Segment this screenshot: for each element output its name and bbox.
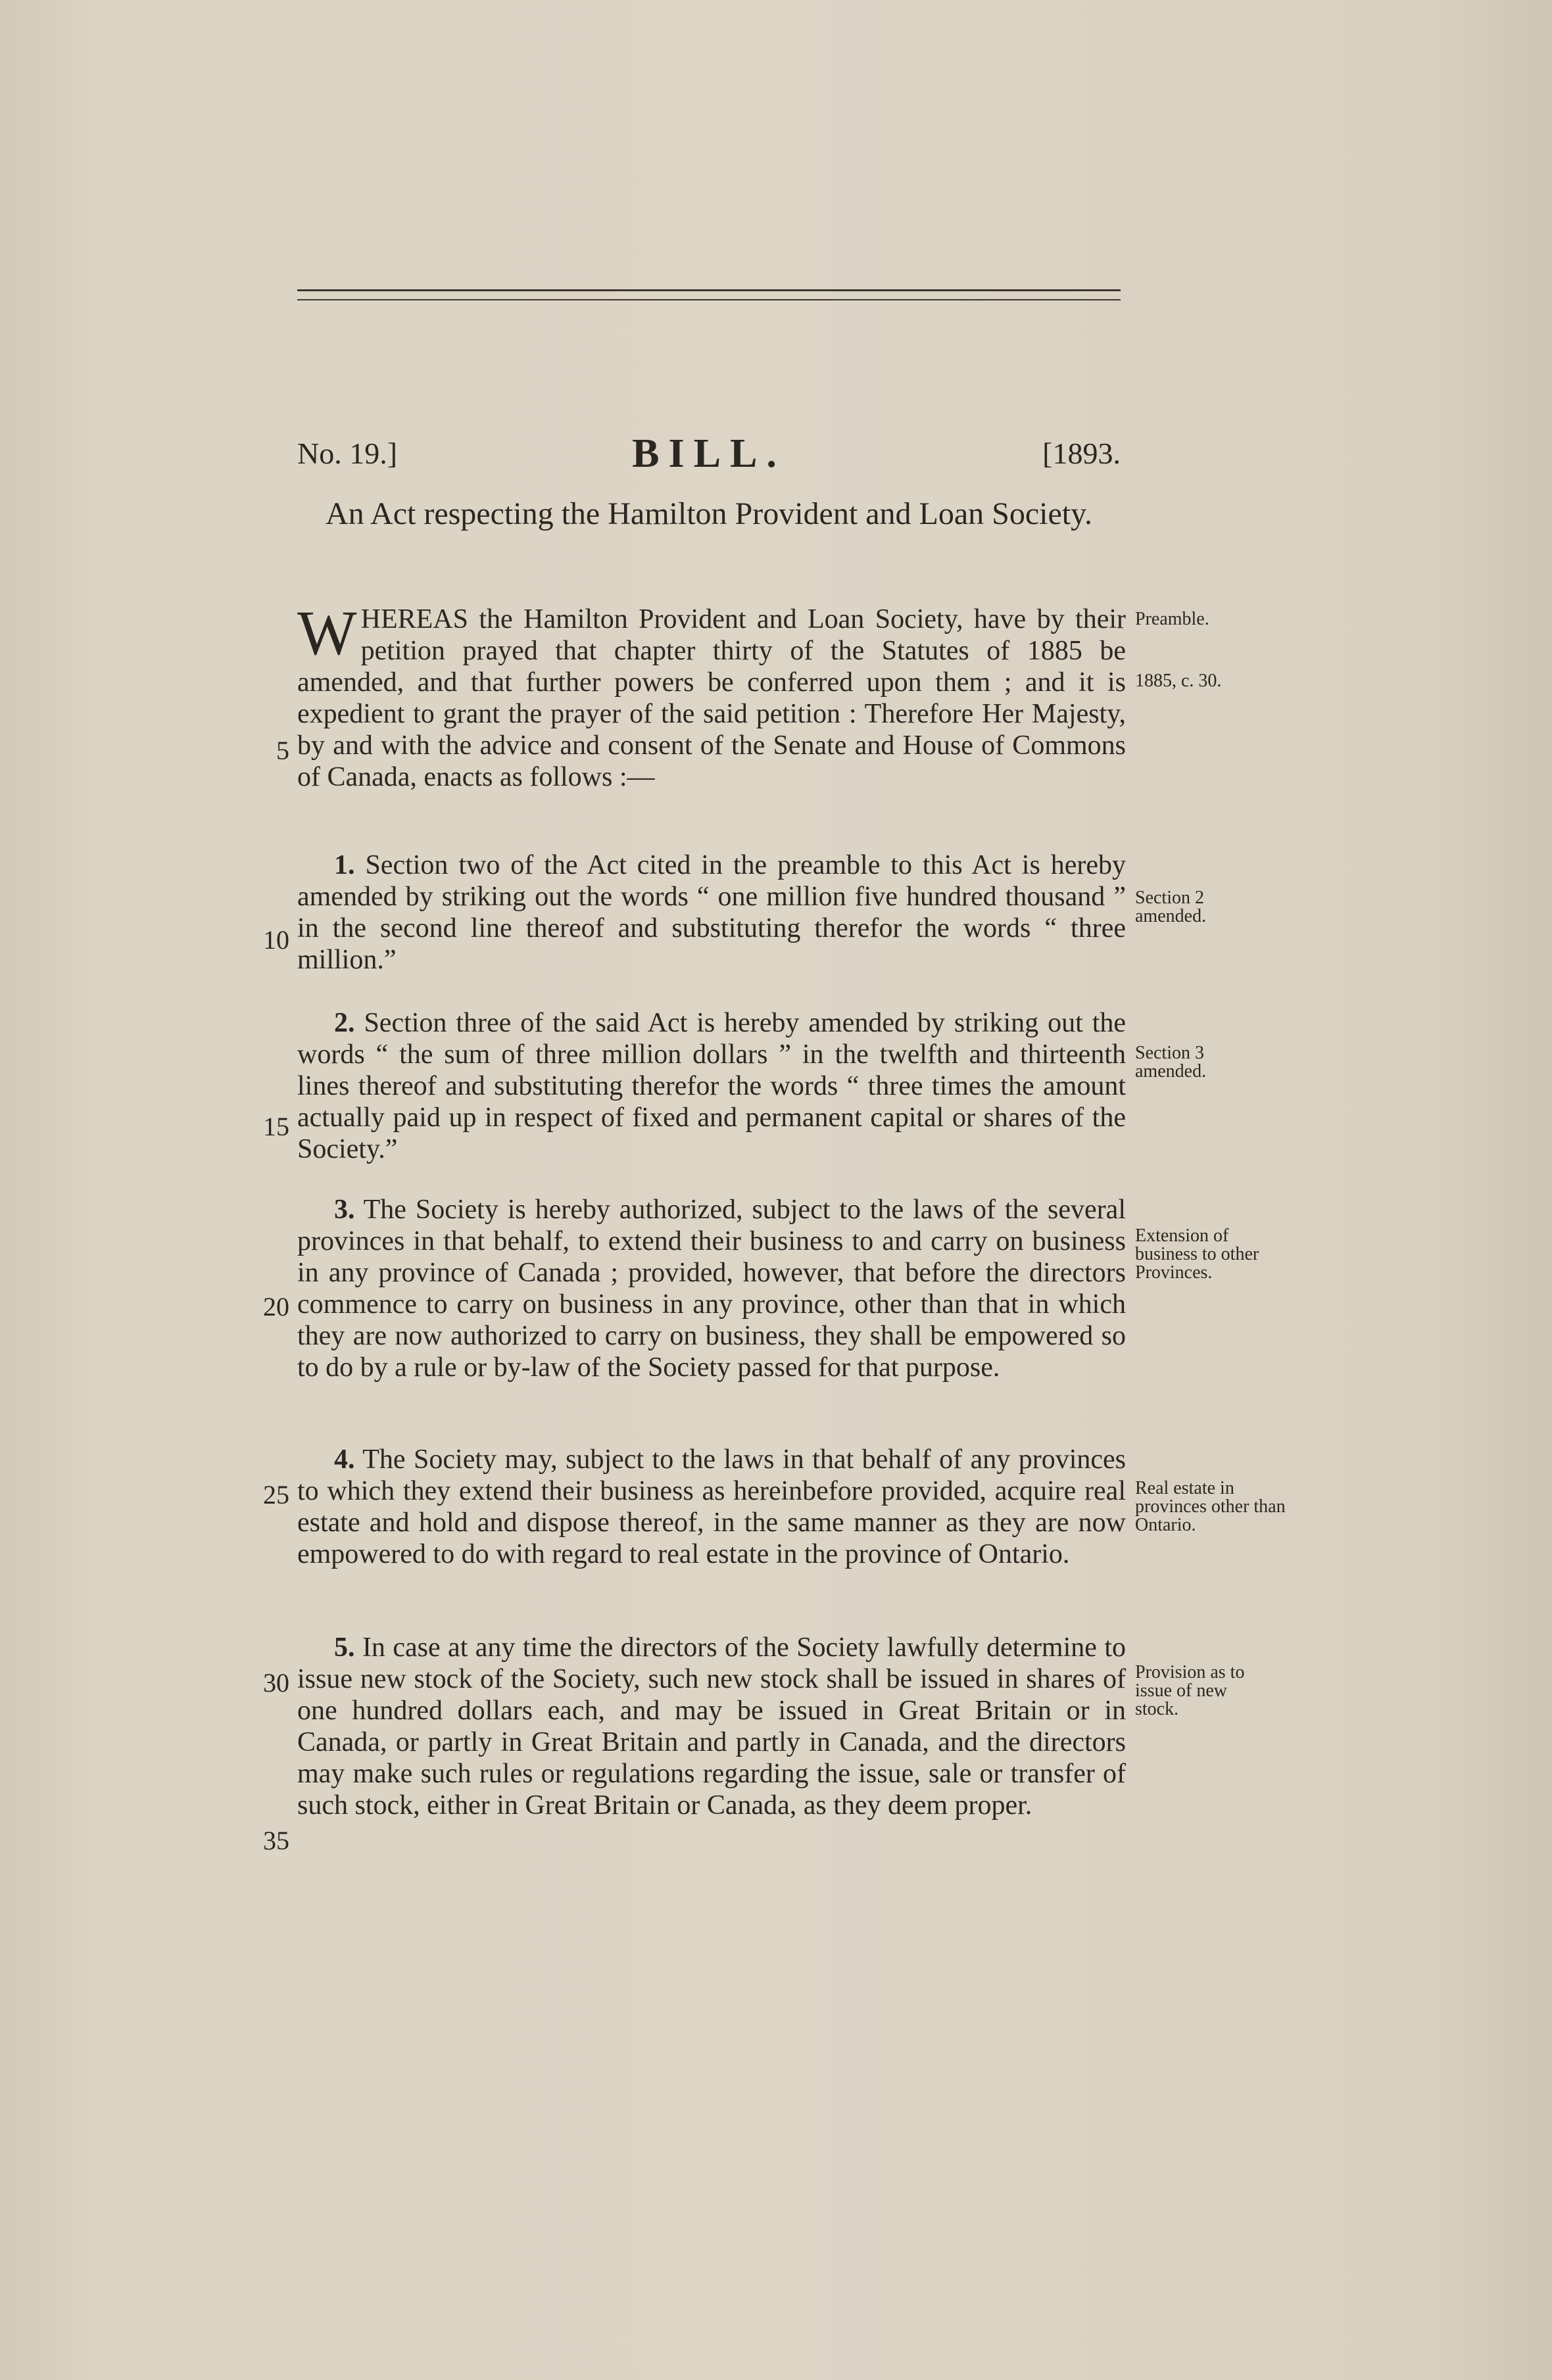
top-rule xyxy=(297,289,1121,291)
dropcap: W xyxy=(297,598,357,668)
margin-note: Provision as to issue of new stock. xyxy=(1135,1662,1245,1719)
margin-note: Section 3 amended. xyxy=(1135,1043,1207,1082)
preamble-paragraph xyxy=(297,598,1126,793)
section-text: The Society is hereby authorized, subject to the laws of the several provinces in that behalf, to extend their business to and carry on business in any province of Canada ; provided, however, that before the directors commence to carry on business in any province, other than that in which they are now authorized to carry on business, they shall be empowered so to do by a rule or by-law of the Society passed for that purpose. xyxy=(297,1195,1126,1383)
line-number: 30 xyxy=(263,1668,289,1698)
section-number: 2. xyxy=(334,1008,355,1038)
bill-number: No. 19.] xyxy=(297,437,398,470)
bill-heading: BILL. xyxy=(632,431,786,476)
line-number: 5 xyxy=(276,736,289,765)
section-1 xyxy=(297,849,1126,976)
section-number: 4. xyxy=(334,1444,355,1475)
margin-note: Section 2 amended. xyxy=(1135,888,1207,926)
margin-note: Extension of business to other Provinces. xyxy=(1135,1226,1259,1283)
bill-year: [1893. xyxy=(1042,437,1121,470)
section-number: 5. xyxy=(334,1632,355,1663)
section-4 xyxy=(297,1444,1126,1570)
line-number: 35 xyxy=(263,1826,289,1855)
line-number: 25 xyxy=(263,1480,289,1510)
section-number: 1. xyxy=(334,850,355,880)
section-5 xyxy=(297,1632,1126,1821)
section-text: Section two of the Act cited in the preamble to this Act is hereby amended by striking out the words “ one million five hundred thousand ” in the second line thereof and substituting therefor the words “ three million.” xyxy=(297,850,1126,975)
section-3 xyxy=(297,1194,1126,1383)
section-text: The Society may, subject to the laws in that behalf of any provinces to which they extend their business as hereinbefore provided, acquire real estate and hold and dispose thereof, in the same manner as they are now empowered to do with regard to real estate in the province of Ontario. xyxy=(297,1444,1126,1569)
act-title: An Act respecting the Hamilton Provident and Loan Society. xyxy=(326,496,1092,531)
line-number: 10 xyxy=(263,925,289,955)
preamble-text: HEREAS the Hamilton Provident and Loan Society, have by their petition prayed that chapter thirty of the Statutes of 1885 be amended, and that further powers be conferred upon them ; and it is expedient to grant the prayer of the said petition : Therefore Her Majesty, by and with the advice and consent of the Senate and House of Commons of Canada, enacts as follows :— xyxy=(297,604,1126,792)
line-number: 15 xyxy=(263,1112,289,1141)
top-rule-thin xyxy=(297,299,1121,300)
section-number: 3. xyxy=(334,1195,355,1225)
bill-header xyxy=(297,431,1121,483)
margin-note: 1885, c. 30. xyxy=(1135,671,1222,691)
margin-note: Real estate in provinces other than Ontario. xyxy=(1135,1478,1286,1535)
line-number: 20 xyxy=(263,1292,289,1321)
margin-note: Preamble. xyxy=(1135,609,1209,629)
section-2 xyxy=(297,1007,1126,1165)
section-text: In case at any time the directors of the Society lawfully determine to issue new stock of the Society, such new stock shall be issued in shares of one hundred dollars each, and may be issued in Great Britain or in Canada, or partly in Great Britain and partly in Canada, and the directors may make such rules or regulations regarding the issue, sale or transfer of such stock, either in Great Britain or Canada, as they deem proper. xyxy=(297,1632,1127,1821)
section-text: Section three of the said Act is hereby amended by striking out the words “ the sum of three million dollars ” in the twelfth and thirteenth lines thereof and substituting therefor the words “ three times the amount actually paid up in respect of fixed and permanent capital or shares of the Society.” xyxy=(297,1008,1127,1164)
